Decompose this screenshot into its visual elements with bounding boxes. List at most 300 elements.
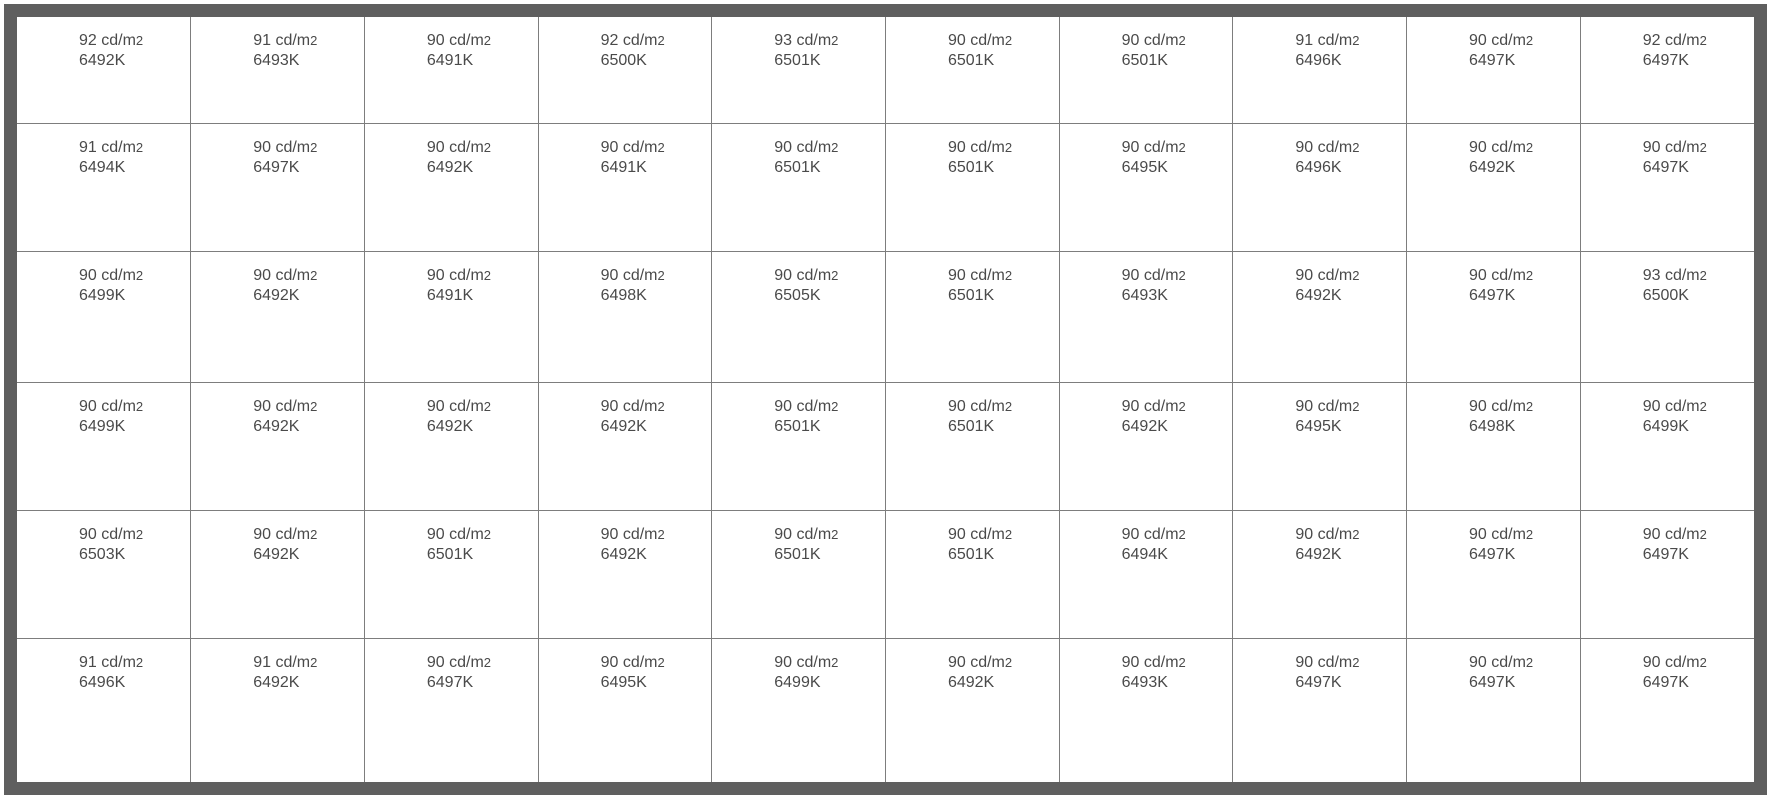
cell-reading	[1295, 653, 1359, 693]
luminance-unit-suffix: 2	[483, 654, 492, 670]
color-temperature-reading	[1643, 417, 1707, 437]
color-temperature-reading	[1469, 286, 1533, 306]
color-temperature-value: 6494	[1121, 545, 1158, 563]
luminance-reading	[1469, 525, 1533, 545]
luminance-unit-suffix: 2	[831, 398, 839, 414]
color-temperature-reading	[1469, 51, 1533, 71]
color-temperature-value: 6499	[79, 417, 115, 435]
luminance-value: 90	[947, 32, 966, 49]
cell-reading	[253, 31, 317, 71]
luminance-unit-suffix: 2	[1699, 268, 1707, 284]
luminance-unit-suffix: 2	[310, 268, 318, 284]
color-temperature-reading	[1643, 286, 1707, 306]
luminance-reading	[427, 653, 491, 673]
grid-cell	[712, 124, 886, 252]
color-temperature-reading	[774, 417, 838, 437]
luminance-unit: cd/m	[622, 525, 658, 543]
luminance-reading	[427, 138, 491, 158]
luminance-value: 90	[1642, 139, 1661, 157]
luminance-unit-suffix: 2	[310, 33, 318, 48]
color-temperature-value: 6501	[774, 417, 810, 435]
color-temperature-value: 6491	[600, 159, 637, 177]
luminance-reading	[601, 31, 665, 51]
cell-reading	[1469, 525, 1533, 565]
luminance-reading	[253, 31, 317, 51]
color-temperature-value: 6492	[79, 52, 115, 69]
color-temperature-unit: K	[1330, 159, 1342, 177]
cell-reading	[253, 525, 317, 565]
luminance-unit-suffix: 2	[1178, 526, 1186, 542]
grid-cell	[1059, 638, 1233, 782]
grid-cell	[712, 638, 886, 782]
luminance-reading	[601, 138, 665, 158]
color-temperature-unit: K	[809, 52, 821, 69]
color-temperature-unit: K	[1504, 159, 1516, 177]
color-temperature-unit: K	[983, 159, 995, 177]
luminance-unit: cd/m	[1664, 32, 1700, 49]
luminance-unit: cd/m	[1143, 525, 1179, 543]
luminance-reading	[1122, 138, 1186, 158]
color-temperature-unit: K	[288, 673, 300, 691]
luminance-reading	[1643, 138, 1707, 158]
measurement-grid-frame	[4, 4, 1767, 795]
luminance-unit-suffix: 2	[1352, 654, 1360, 670]
color-temperature-unit: K	[983, 417, 995, 435]
luminance-unit-suffix: 2	[657, 140, 665, 156]
luminance-reading	[1122, 31, 1186, 51]
luminance-reading	[427, 31, 491, 51]
color-temperature-unit: K	[1504, 545, 1516, 563]
color-temperature-value: 6496	[79, 673, 115, 691]
luminance-value: 90	[1295, 397, 1314, 415]
cell-reading	[601, 266, 665, 306]
color-temperature-reading	[79, 286, 143, 306]
luminance-value: 92	[79, 32, 97, 49]
luminance-reading	[948, 653, 1012, 673]
luminance-reading	[774, 31, 838, 51]
luminance-unit-suffix: 2	[1178, 654, 1186, 670]
grid-cell	[885, 382, 1059, 510]
grid-cell	[885, 17, 1059, 124]
luminance-reading	[1643, 31, 1707, 51]
color-temperature-unit: K	[1157, 287, 1168, 305]
color-temperature-reading	[1643, 51, 1707, 71]
luminance-value: 90	[253, 139, 271, 157]
color-temperature-reading	[427, 158, 491, 178]
color-temperature-value: 6499	[1642, 417, 1679, 435]
luminance-unit: cd/m	[101, 32, 136, 49]
luminance-unit-suffix: 2	[1178, 398, 1186, 414]
luminance-reading	[948, 397, 1012, 417]
luminance-value: 90	[1295, 267, 1314, 285]
color-temperature-unit: K	[983, 673, 995, 691]
luminance-value: 90	[600, 653, 619, 671]
luminance-unit-suffix: 2	[657, 268, 665, 284]
grid-row	[17, 124, 1754, 252]
grid-row	[17, 17, 1754, 124]
color-temperature-unit: K	[1330, 545, 1342, 563]
luminance-value: 90	[1469, 32, 1487, 49]
color-temperature-unit: K	[809, 159, 821, 177]
grid-cell	[1059, 252, 1233, 382]
luminance-reading	[1295, 138, 1359, 158]
cell-reading	[427, 31, 491, 71]
cell-reading	[79, 653, 143, 693]
color-temperature-reading	[253, 286, 317, 306]
luminance-unit: cd/m	[1317, 653, 1353, 671]
color-temperature-value: 6505	[774, 287, 810, 305]
luminance-value: 90	[1469, 397, 1487, 415]
cell-reading	[948, 266, 1012, 306]
luminance-reading	[601, 525, 665, 545]
luminance-reading	[1643, 266, 1707, 286]
luminance-reading	[79, 525, 143, 545]
cell-reading	[1122, 525, 1186, 565]
color-temperature-value: 6501	[947, 287, 984, 305]
luminance-unit-suffix: 2	[483, 140, 492, 156]
color-temperature-value: 6494	[79, 159, 115, 177]
color-temperature-unit: K	[114, 673, 126, 691]
color-temperature-unit: K	[1678, 673, 1689, 691]
color-temperature-unit: K	[636, 545, 647, 563]
luminance-reading	[427, 266, 491, 286]
color-temperature-value: 6492	[426, 159, 463, 177]
luminance-unit-suffix: 2	[1699, 140, 1707, 156]
color-temperature-reading	[253, 51, 317, 71]
color-temperature-unit: K	[288, 159, 300, 177]
luminance-unit: cd/m	[970, 525, 1005, 543]
luminance-reading	[948, 31, 1012, 51]
grid-cell	[364, 124, 538, 252]
color-temperature-value: 6500	[1642, 287, 1679, 305]
cell-reading	[774, 138, 838, 178]
cell-reading	[253, 653, 317, 693]
grid-cell	[1407, 382, 1581, 510]
color-temperature-unit: K	[1330, 287, 1342, 305]
grid-cell	[538, 124, 712, 252]
luminance-unit: cd/m	[1664, 653, 1700, 671]
color-temperature-value: 6497	[1295, 673, 1331, 691]
grid-cell	[364, 638, 538, 782]
luminance-unit: cd/m	[1664, 139, 1700, 157]
color-temperature-value: 6501	[774, 52, 810, 69]
luminance-value: 90	[600, 267, 619, 285]
luminance-unit: cd/m	[1491, 267, 1526, 285]
color-temperature-value: 6499	[79, 287, 115, 305]
measurement-grid-body	[17, 17, 1754, 782]
luminance-unit: cd/m	[449, 267, 484, 285]
luminance-value: 90	[947, 653, 966, 671]
color-temperature-unit: K	[1157, 52, 1168, 69]
color-temperature-unit: K	[983, 545, 995, 563]
luminance-value: 90	[1295, 653, 1314, 671]
luminance-unit-suffix: 2	[1004, 140, 1013, 156]
luminance-unit: cd/m	[1143, 139, 1179, 157]
grid-cell	[191, 510, 365, 638]
luminance-unit: cd/m	[101, 139, 136, 157]
color-temperature-reading	[774, 673, 838, 693]
grid-cell	[1580, 382, 1754, 510]
luminance-value: 90	[1469, 139, 1487, 157]
color-temperature-reading	[1469, 417, 1533, 437]
grid-cell	[1580, 252, 1754, 382]
luminance-unit-suffix: 2	[483, 526, 492, 542]
cell-reading	[601, 525, 665, 565]
color-temperature-value: 6501	[947, 52, 984, 69]
color-temperature-reading	[1469, 673, 1533, 693]
cell-reading	[1643, 525, 1707, 565]
luminance-unit: cd/m	[1317, 267, 1353, 285]
luminance-value: 90	[947, 139, 966, 157]
color-temperature-unit: K	[288, 287, 300, 305]
color-temperature-value: 6495	[1295, 417, 1331, 435]
color-temperature-reading	[948, 286, 1012, 306]
color-temperature-reading	[774, 158, 838, 178]
color-temperature-value: 6495	[600, 673, 637, 691]
grid-cell	[1407, 252, 1581, 382]
luminance-unit: cd/m	[1491, 32, 1526, 49]
color-temperature-reading	[1469, 545, 1533, 565]
color-temperature-value: 6492	[253, 417, 289, 435]
cell-reading	[1122, 266, 1186, 306]
luminance-reading	[1643, 525, 1707, 545]
luminance-value: 90	[774, 525, 793, 543]
luminance-unit: cd/m	[275, 653, 311, 671]
luminance-unit: cd/m	[101, 267, 136, 285]
color-temperature-unit: K	[636, 673, 647, 691]
color-temperature-reading	[79, 673, 143, 693]
grid-cell	[17, 252, 191, 382]
luminance-unit: cd/m	[275, 525, 311, 543]
color-temperature-value: 6495	[1121, 159, 1158, 177]
luminance-unit: cd/m	[970, 653, 1005, 671]
luminance-reading	[79, 138, 143, 158]
color-temperature-reading	[1122, 545, 1186, 565]
grid-cell	[364, 382, 538, 510]
color-temperature-unit: K	[462, 52, 474, 69]
cell-reading	[1122, 138, 1186, 178]
color-temperature-unit: K	[1157, 417, 1168, 435]
color-temperature-reading	[79, 158, 143, 178]
luminance-reading	[601, 397, 665, 417]
cell-reading	[948, 525, 1012, 565]
color-temperature-unit: K	[809, 545, 821, 563]
cell-reading	[1295, 138, 1359, 178]
luminance-unit: cd/m	[1664, 525, 1700, 543]
luminance-unit-suffix: 2	[135, 140, 144, 156]
luminance-unit: cd/m	[1491, 653, 1526, 671]
color-temperature-value: 6491	[426, 287, 463, 305]
luminance-unit: cd/m	[101, 653, 136, 671]
cell-reading	[1295, 31, 1359, 71]
luminance-unit: cd/m	[101, 525, 136, 543]
grid-cell	[885, 252, 1059, 382]
grid-cell	[364, 252, 538, 382]
luminance-unit: cd/m	[1491, 139, 1526, 157]
color-temperature-value: 6501	[774, 545, 810, 563]
luminance-unit-suffix: 2	[1525, 526, 1534, 542]
color-temperature-value: 6497	[1469, 545, 1505, 563]
color-temperature-value: 6491	[426, 52, 463, 69]
luminance-unit: cd/m	[622, 397, 658, 415]
luminance-reading	[774, 653, 838, 673]
luminance-value: 91	[79, 139, 97, 157]
color-temperature-value: 6493	[1121, 673, 1158, 691]
color-temperature-unit: K	[114, 545, 126, 563]
grid-row	[17, 638, 1754, 782]
luminance-reading	[948, 138, 1012, 158]
cell-reading	[948, 31, 1012, 71]
color-temperature-value: 6492	[600, 545, 637, 563]
color-temperature-reading	[253, 417, 317, 437]
luminance-unit-suffix: 2	[483, 398, 492, 414]
color-temperature-value: 6497	[253, 159, 289, 177]
luminance-reading	[79, 397, 143, 417]
luminance-value: 90	[253, 525, 271, 543]
luminance-unit-suffix: 2	[1004, 268, 1013, 284]
luminance-unit-suffix: 2	[1178, 33, 1186, 48]
grid-cell	[1580, 638, 1754, 782]
grid-cell	[538, 382, 712, 510]
luminance-unit: cd/m	[275, 139, 311, 157]
color-temperature-unit: K	[983, 52, 995, 69]
luminance-reading	[601, 266, 665, 286]
luminance-reading	[79, 653, 143, 673]
grid-cell	[191, 252, 365, 382]
luminance-value: 90	[1121, 32, 1140, 49]
luminance-unit-suffix: 2	[1525, 268, 1534, 284]
luminance-reading	[774, 397, 838, 417]
cell-reading	[1295, 266, 1359, 306]
color-temperature-reading	[601, 417, 665, 437]
cell-reading	[601, 138, 665, 178]
grid-cell	[1580, 510, 1754, 638]
color-temperature-unit: K	[1678, 52, 1689, 69]
color-temperature-value: 6497	[1469, 673, 1505, 691]
color-temperature-unit: K	[1157, 673, 1168, 691]
color-temperature-value: 6500	[600, 52, 637, 69]
luminance-unit-suffix: 2	[310, 654, 318, 670]
luminance-unit-suffix: 2	[657, 33, 665, 48]
color-temperature-reading	[427, 286, 491, 306]
color-temperature-unit: K	[1678, 159, 1689, 177]
grid-cell	[1580, 124, 1754, 252]
luminance-reading	[1469, 266, 1533, 286]
luminance-unit-suffix: 2	[831, 140, 839, 156]
cell-reading	[948, 397, 1012, 437]
color-temperature-value: 6501	[947, 159, 984, 177]
grid-cell	[1407, 17, 1581, 124]
color-temperature-unit: K	[1504, 673, 1516, 691]
color-temperature-reading	[774, 286, 838, 306]
color-temperature-value: 6497	[1642, 673, 1679, 691]
color-temperature-unit: K	[636, 287, 647, 305]
luminance-reading	[253, 266, 317, 286]
color-temperature-reading	[1122, 51, 1186, 71]
luminance-unit: cd/m	[1491, 397, 1526, 415]
luminance-reading	[774, 138, 838, 158]
color-temperature-reading	[1295, 417, 1359, 437]
luminance-unit: cd/m	[622, 32, 658, 49]
luminance-unit: cd/m	[275, 267, 311, 285]
color-temperature-reading	[948, 673, 1012, 693]
luminance-reading	[1469, 138, 1533, 158]
cell-reading	[1122, 397, 1186, 437]
luminance-value: 90	[1642, 653, 1661, 671]
luminance-value: 91	[79, 653, 97, 671]
luminance-value: 90	[1121, 653, 1140, 671]
color-temperature-reading	[601, 51, 665, 71]
color-temperature-value: 6492	[253, 287, 289, 305]
luminance-unit: cd/m	[101, 397, 136, 415]
cell-reading	[79, 266, 143, 306]
luminance-reading	[253, 525, 317, 545]
luminance-unit: cd/m	[1664, 397, 1700, 415]
grid-row	[17, 252, 1754, 382]
color-temperature-unit: K	[1678, 545, 1689, 563]
color-temperature-unit: K	[1157, 545, 1168, 563]
color-temperature-value: 6497	[426, 673, 463, 691]
color-temperature-value: 6492	[253, 545, 289, 563]
luminance-value: 90	[1642, 397, 1661, 415]
cell-reading	[948, 653, 1012, 693]
cell-reading	[253, 266, 317, 306]
grid-cell	[538, 510, 712, 638]
luminance-unit: cd/m	[275, 32, 311, 49]
cell-reading	[1469, 138, 1533, 178]
color-temperature-value: 6497	[1642, 52, 1679, 69]
color-temperature-unit: K	[1330, 417, 1342, 435]
cell-reading	[1643, 31, 1707, 71]
color-temperature-reading	[774, 51, 838, 71]
luminance-unit: cd/m	[1143, 653, 1179, 671]
luminance-reading	[1469, 397, 1533, 417]
color-temperature-reading	[601, 286, 665, 306]
color-temperature-reading	[427, 417, 491, 437]
color-temperature-value: 6499	[774, 673, 810, 691]
color-temperature-unit: K	[809, 287, 821, 305]
color-temperature-reading	[601, 673, 665, 693]
cell-reading	[774, 397, 838, 437]
luminance-value: 90	[600, 397, 619, 415]
cell-reading	[79, 138, 143, 178]
grid-cell	[17, 124, 191, 252]
luminance-unit-suffix: 2	[1699, 526, 1707, 542]
color-temperature-unit: K	[636, 52, 647, 69]
color-temperature-unit: K	[462, 417, 474, 435]
cell-reading	[774, 31, 838, 71]
color-temperature-reading	[253, 673, 317, 693]
luminance-unit-suffix: 2	[831, 526, 839, 542]
luminance-value: 90	[426, 653, 445, 671]
color-temperature-unit: K	[114, 287, 126, 305]
color-temperature-reading	[1643, 158, 1707, 178]
cell-reading	[948, 138, 1012, 178]
color-temperature-value: 6501	[947, 417, 984, 435]
luminance-value: 90	[253, 267, 271, 285]
cell-reading	[774, 653, 838, 693]
luminance-value: 90	[774, 267, 793, 285]
luminance-unit: cd/m	[1143, 397, 1179, 415]
luminance-unit: cd/m	[796, 525, 832, 543]
grid-cell	[1059, 124, 1233, 252]
grid-cell	[191, 638, 365, 782]
color-temperature-reading	[1122, 673, 1186, 693]
color-temperature-unit: K	[983, 287, 995, 305]
luminance-reading	[1295, 525, 1359, 545]
color-temperature-value: 6492	[1469, 159, 1505, 177]
luminance-reading	[948, 266, 1012, 286]
